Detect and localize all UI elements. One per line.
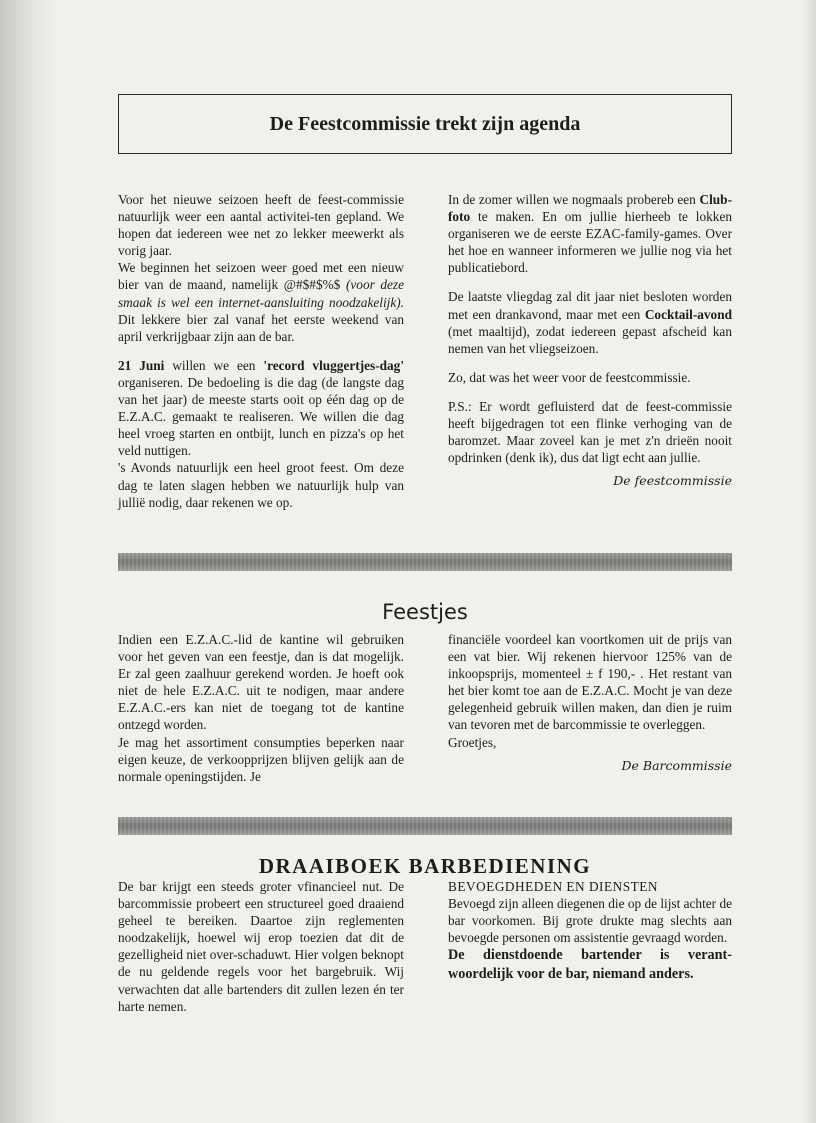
agenda-left-p1a: Voor het nieuwe seizoen heeft de feest-commissie natuurlijk weer een aantal activitei-ten gepland. We hopen dat iedereen wee net zo lekker meewerkt als vorig jaar. — [118, 192, 404, 259]
agenda-right-p2 — [448, 288, 732, 356]
draaiboek-left-column — [118, 878, 404, 1015]
feestjes-left-p2: Je mag het assortiment consumpties beperken naar eigen keuze, de verkoopprijzen blijven gelijk aan de normale openingstijden. Je — [118, 734, 404, 784]
agenda-right-p1b: te maken. En om jullie hierheeb te lokken organiseren we de eerste EZAC-family-games. Over het hoe en wanneer informeren we jullie nog via het publicatiebord. — [448, 209, 732, 276]
agenda-title: De Feestcommissie trekt zijn agenda — [269, 112, 581, 135]
agenda-left-record-day: 'record vluggertjes-dag' — [263, 357, 405, 373]
section-divider-2 — [118, 817, 732, 835]
agenda-left-p1 — [118, 259, 404, 344]
agenda-right-cocktail: Cocktail-avond — [644, 306, 732, 322]
agenda-right-p2b: (met maaltijd), zodat iedereen gepast afscheid kan nemen van het vliegseizoen. — [448, 323, 732, 356]
feestjes-left-p1: Indien een E.Z.A.C.-lid de kantine wil gebruiken voor het geven van een feestje, dan is dat mogelijk. Er zal geen zaalhuur gerekend worden. Je hoeft ook niet de hele E.Z.A.C. uit te nodigen, maar andere E.Z.A.C.-ers kan niet de toegang tot de kantine ontzegd worden. — [118, 632, 404, 733]
page-edge — [802, 0, 816, 1123]
agenda-left-p1c: (voor deze smaak is wel een internet-aansluiting noodzakelijk). — [118, 277, 405, 310]
agenda-left-date: 21 Juni — [118, 357, 165, 373]
draaiboek-right-bold: De dienstdoende bartender is verant-woordelijk voor de bar, niemand anders. — [448, 947, 732, 982]
draaiboek-right-column — [448, 878, 732, 983]
agenda-right-club-foto: Club-foto — [448, 192, 732, 225]
draaiboek-left-p1: De bar krijgt een steeds groter vfinancieel nut. De barcommissie probeert een structureel goed draaiend geheel te bereiken. Daartoe zijn reglementen noodzakelijk, hoewel wij erop toezien dat dit de gezelligheid niet over-schaduwt. Hier volgen beknopt de nu geldende regels voor het bargebruik. Wij verwachten dat alle bartenders dit zullen lezen én ter harte nemen. — [118, 879, 404, 1014]
agenda-right-ps: P.S.: Er wordt gefluisterd dat de feest-commissie heeft bijgedragen tot een flinke verhoging van de baromzet. Maar zoveel kan je met z'n drieën nooit opdrinken (denk ik), dus dat ligt echt aan jullie. — [448, 398, 732, 466]
feestjes-title: Feestjes — [382, 600, 468, 624]
agenda-left-p2 — [118, 357, 404, 460]
agenda-right-column — [448, 191, 732, 489]
feestjes-greeting: Groetjes, — [448, 734, 497, 750]
agenda-left-column — [118, 191, 404, 511]
agenda-right-p3: Zo, dat was het weer voor de feestcommissie. — [448, 369, 691, 385]
agenda-right-p2a: De laatste vliegdag zal dit jaar niet besloten worden met een drankavond, maar met een — [448, 289, 732, 322]
agenda-left-p2-mid: willen we een — [172, 357, 256, 373]
page-fold-shadow — [0, 0, 60, 1123]
draaiboek-right-p1: Bevoegd zijn alleen diegenen die op de lijst achter de bar voorkomen. Bij grote drukte mag slechts aan bevoegde personen om assistentie gevraagd worden. — [448, 896, 732, 946]
bevoegdheden-heading: BEVOEGDHEDEN EN DIENSTEN — [448, 879, 658, 894]
feestcommissie-signature: De feestcommissie — [613, 473, 732, 489]
draaiboek-title: DRAAIBOEK BARBEDIENING — [258, 854, 592, 878]
agenda-right-p1a: In de zomer willen we nogmaals probereb een — [448, 192, 696, 207]
barcommissie-signature: De Barcommissie — [621, 757, 732, 773]
agenda-left-p1d: Dit lekkere bier zal vanaf het eerste weekend van april verkrijgbaar zijn aan de bar. — [118, 311, 404, 344]
feestjes-right-column — [448, 631, 732, 774]
section-divider-1 — [118, 553, 732, 571]
agenda-right-p1 — [448, 191, 732, 276]
agenda-title-box — [118, 94, 732, 154]
agenda-left-p2-rest: organiseren. De bedoeling is die dag (de langste dag van het jaar) de meeste starts ooit op één dag op de E.Z.A.C. gemaakt te realiseren. We willen die dag heel vroeg starten en ontbijt, lunch en pizza's op het veld nuttigen. — [118, 374, 404, 459]
feestjes-right-p1: financiële voordeel kan voortkomen uit de prijs van een vat bier. Wij rekenen hiervoor 125% van de inkoopsprijs, momenteel ± f 190,- . Het restant van het bier komt toe aan de E.Z.A.C. Mocht je van deze gelegenheid gebruik willen maken, dan dien je ruim van tevoren met de barcommissie te overleggen. — [448, 632, 732, 733]
agenda-left-p3: 's Avonds natuurlijk een heel groot feest. Om deze dag te laten slagen hebben we natuurlijk hulp van jullië nodig, daar rekenen we op. — [118, 460, 404, 510]
agenda-left-p1b: We beginnen het seizoen weer goed met een nieuw bier van de maand, namelijk @#$#$%$ — [118, 260, 404, 293]
feestjes-left-column — [118, 631, 404, 785]
